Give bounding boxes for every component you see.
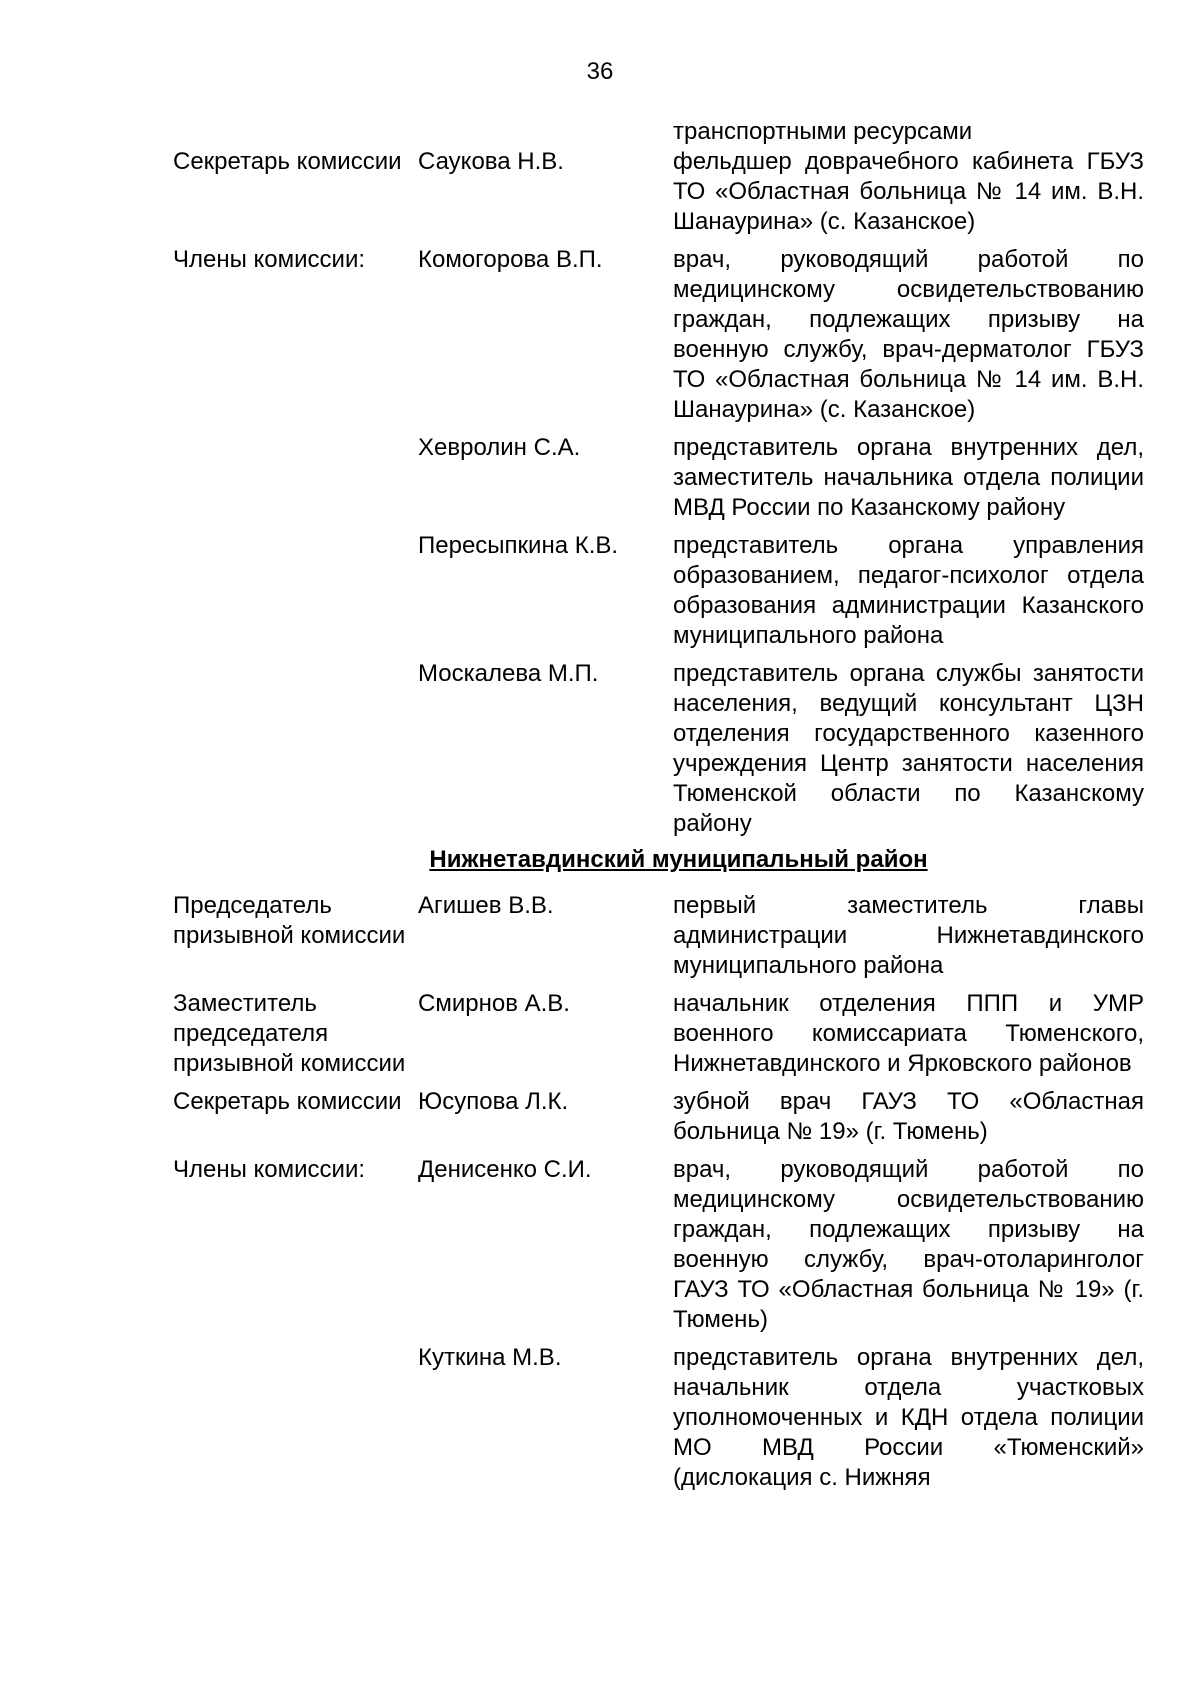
member-position: первый заместитель главы администрации Нижнетавдинского муниципального района	[673, 892, 1144, 979]
page-number: 36	[586, 58, 614, 85]
commission-table	[173, 117, 1144, 1493]
member-position: фельдшер доврачебного кабинета ГБУЗ ТО «Областная больница № 14 им. В.Н. Шанаурина» (с. Казанское)	[673, 148, 1144, 235]
section-heading: Нижнетавдинский муниципальный район	[429, 846, 928, 873]
member-name: Москалева М.П.	[418, 660, 599, 687]
table-row	[173, 147, 1144, 237]
member-position: представитель органа управления образованием, педагог-психолог отдела образования администрации Казанского муниципального района	[673, 532, 1144, 649]
member-position: представитель органа внутренних дел, начальник отдела участковых уполномоченных и КДН отдела полиции МО МВД России «Тюменский» (дислокация с. Нижняя	[673, 1344, 1144, 1491]
member-name: Саукова Н.В.	[418, 148, 564, 175]
member-position: начальник отделения ППП и УМР военного комиссариата Тюменского, Нижнетавдинского и Ярковского районов	[673, 990, 1144, 1077]
table-row	[173, 1087, 1144, 1147]
member-name: Пересыпкина К.В.	[418, 532, 619, 559]
member-position: представитель органа внутренних дел, заместитель начальника отдела полиции МВД России по Казанскому району	[673, 434, 1144, 521]
member-role: Члены комиссии:	[173, 1156, 366, 1183]
member-position: врач, руководящий работой по медицинскому освидетельствованию граждан, подлежащих призыву на военную службу, врач-отоларинголог ГАУЗ ТО «Областная больница № 19» (г. Тюмень)	[673, 1156, 1144, 1333]
member-name: Смирнов А.В.	[418, 990, 570, 1017]
member-role: Председатель призывной комиссии	[173, 892, 406, 949]
member-name: Куткина М.В.	[418, 1344, 562, 1371]
member-position: врач, руководящий работой по медицинскому освидетельствованию граждан, подлежащих призыву на военную службу, врач-дерматолог ГБУЗ ТО «Областная больница № 14 им. В.Н. Шанаурина» (с. Казанское)	[673, 246, 1144, 423]
table-row	[173, 117, 1144, 147]
member-role: Члены комиссии:	[173, 246, 366, 273]
table-row	[173, 531, 1144, 651]
table-row	[173, 1343, 1144, 1493]
member-role: Секретарь комиссии	[173, 148, 402, 175]
member-position: транспортными ресурсами	[673, 118, 973, 145]
table-row	[173, 659, 1144, 839]
member-name: Хевролин С.А.	[418, 434, 581, 461]
table-row	[173, 245, 1144, 425]
member-position: зубной врач ГАУЗ ТО «Областная больница № 19» (г. Тюмень)	[673, 1088, 1144, 1145]
member-name: Комогорова В.П.	[418, 246, 603, 273]
member-name: Юсупова Л.К.	[418, 1088, 569, 1115]
member-position: представитель органа службы занятости населения, ведущий консультант ЦЗН отделения государственного казенного учреждения Центр занятости населения Тюменской области по Казанскому району	[673, 660, 1144, 837]
table-row	[173, 891, 1144, 981]
member-role: Секретарь комиссии	[173, 1088, 402, 1115]
table-row	[173, 1155, 1144, 1335]
table-row	[173, 433, 1144, 523]
member-role: Заместитель председателя призывной комиссии	[173, 990, 406, 1077]
member-name: Денисенко С.И.	[418, 1156, 592, 1183]
member-name: Агишев В.В.	[418, 892, 554, 919]
table-row	[173, 989, 1144, 1079]
